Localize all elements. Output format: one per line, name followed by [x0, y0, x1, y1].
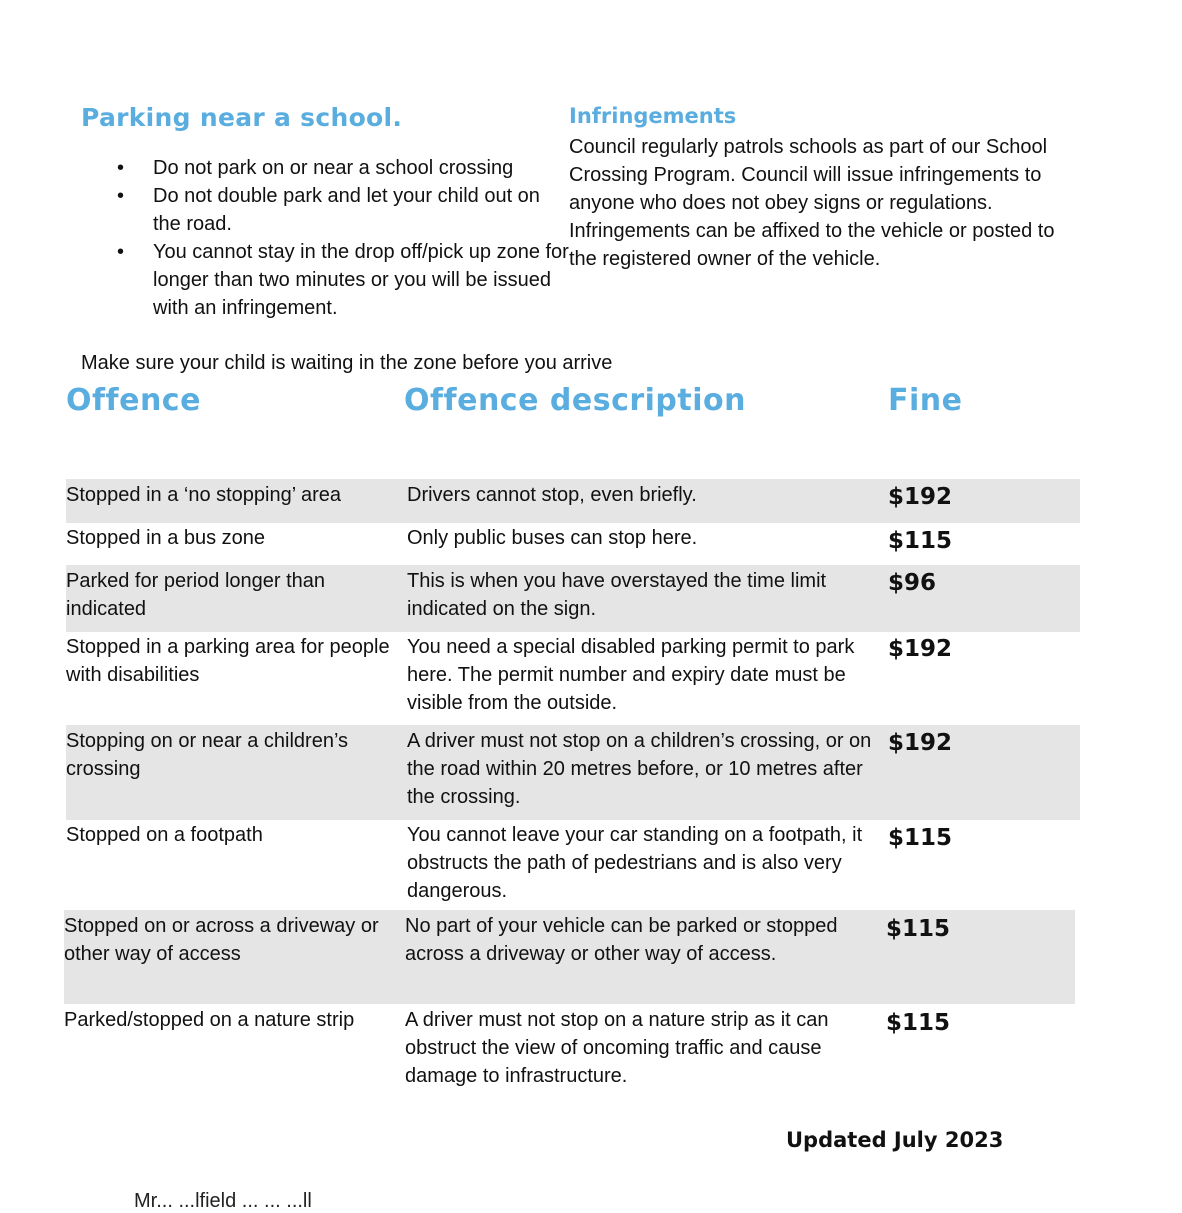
column-header-offence: Offence [66, 383, 201, 418]
table-row [64, 910, 1075, 1004]
list-item-text: Do not double park and let your child out on the road. [153, 185, 540, 235]
description-cell: You cannot leave your car standing on a footpath, it obstructs the path of pedestrians and is also very dangerous. [407, 824, 863, 902]
list-item-text: You cannot stay in the drop off/pick up zone for longer than two minutes or you will be issued with an infringement. [153, 241, 569, 319]
offence-cell: Stopped in a bus zone [66, 527, 266, 549]
list-item [110, 238, 570, 322]
description-cell: A driver must not stop on a nature strip as it can obstruct the view of oncoming traffic and cause damage to infrastructure. [405, 1009, 829, 1087]
table-row [66, 565, 1080, 632]
fine-cell: $115 [888, 528, 953, 554]
table-row [66, 820, 1080, 910]
parking-note: Make sure your child is waiting in the zone before you arrive [81, 352, 613, 374]
table-row [64, 1004, 1075, 1094]
fine-cell: $192 [888, 730, 953, 756]
parking-section-title: Parking near a school. [81, 103, 403, 132]
fine-cell: $192 [888, 636, 953, 662]
description-cell: Only public buses can stop here. [407, 527, 698, 549]
bullet-icon: • [117, 157, 125, 179]
fine-cell: $115 [888, 825, 953, 851]
column-header-fine: Fine [888, 383, 963, 418]
updated-date: Updated July 2023 [786, 1128, 1004, 1152]
list-item [110, 182, 570, 238]
fine-cell: $115 [886, 1010, 951, 1036]
list-item-text: Do not park on or near a school crossing [153, 157, 514, 179]
fine-cell: $192 [888, 484, 953, 510]
fine-cell: $96 [888, 570, 937, 596]
offence-cell: Stopped in a ‘no stopping’ area [66, 484, 342, 506]
infringements-body: Council regularly patrols schools as part of our School Crossing Program. Council will issue infringements to anyone who does not obey signs or regulations. Infringements can be affixed to the vehicle or posted to the registered owner of the vehicle. [569, 136, 1055, 270]
bullet-icon: • [117, 241, 125, 263]
offence-cell: Stopped on a footpath [66, 824, 263, 846]
description-cell: A driver must not stop on a children’s crossing, or on the road within 20 metres before, or 10 metres after the crossing. [407, 730, 872, 808]
table-row [66, 479, 1080, 523]
table-row [66, 725, 1080, 820]
offence-cell: Stopped in a parking area for people with disabilities [66, 636, 390, 686]
infringements-title: Infringements [569, 104, 737, 128]
description-cell: Drivers cannot stop, even briefly. [407, 484, 697, 506]
description-cell: No part of your vehicle can be parked or stopped across a driveway or other way of access. [405, 915, 838, 965]
description-cell: You need a special disabled parking permit to park here. The permit number and expiry date must be visible from the outside. [407, 636, 855, 714]
description-cell: This is when you have overstayed the time limit indicated on the sign. [407, 570, 827, 620]
table-row [66, 632, 1080, 725]
list-item [110, 154, 570, 182]
offence-cell: Stopping on or near a children’s crossing [66, 730, 349, 780]
column-header-description: Offence description [404, 383, 746, 418]
bullet-icon: • [117, 185, 125, 207]
offence-cell: Parked for period longer than indicated [66, 570, 326, 620]
parking-rules-list [110, 154, 570, 322]
cutoff-footer-text: Mr... ...lfield ... ... ...ll [134, 1190, 312, 1212]
offence-cell: Stopped on or across a driveway or other way of access [64, 915, 379, 965]
offence-cell: Parked/stopped on a nature strip [64, 1009, 355, 1031]
fine-cell: $115 [886, 916, 951, 942]
table-row [66, 523, 1080, 565]
